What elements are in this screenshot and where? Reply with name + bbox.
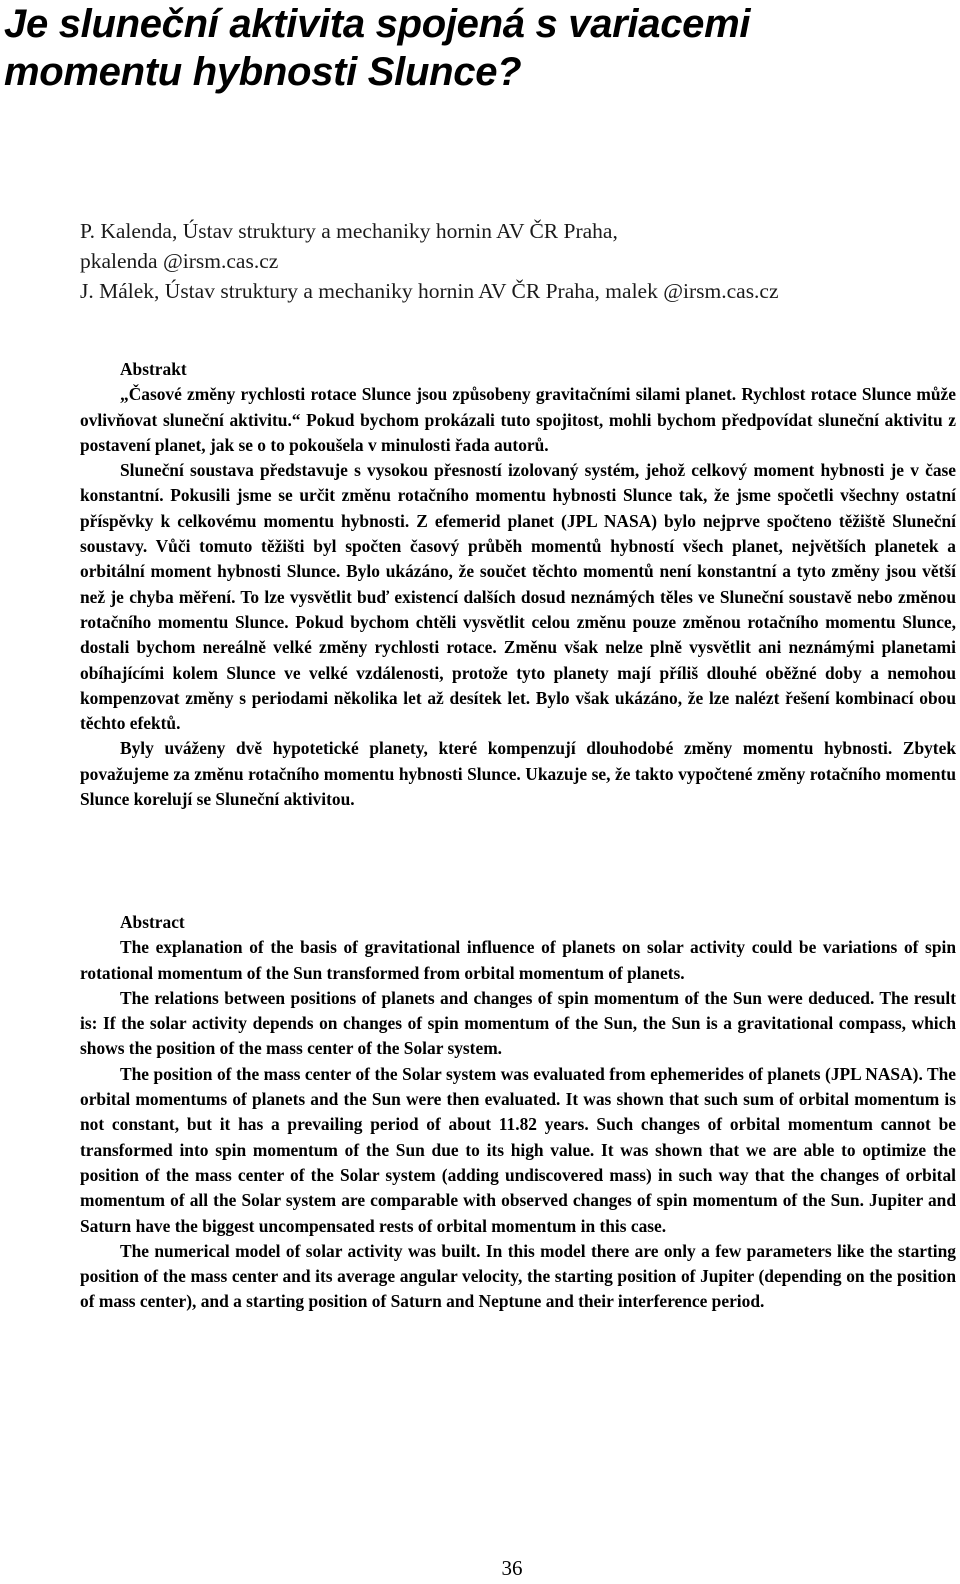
abstrakt-section xyxy=(80,357,956,812)
author-block xyxy=(80,216,950,306)
page-number: 36 xyxy=(501,1556,523,1580)
author-line-2: pkalenda @irsm.cas.cz xyxy=(80,249,279,273)
abstract-paragraph-2: The relations between positions of planets and changes of spin momentum of the Sun were deduced. The result is: If the solar activity depends on changes of spin momentum of the Sun, the Sun is a gravitational compass, which shows the position of the mass center of the Solar system. xyxy=(80,987,956,1059)
author-line-1: P. Kalenda, Ústav struktury a mechaniky hornin AV ČR Praha, xyxy=(80,219,618,243)
abstract-section xyxy=(80,910,956,1315)
abstrakt-paragraph-3: Byly uváženy dvě hypotetické planety, které kompenzují dlouhodobé změny momentu hybnosti. Zbytek považujeme za změnu rotačního momentu hybnosti Slunce. Ukazuje se, že takto vypočtené změny rotačního momentu Slunce korelují se Sluneční aktivitou. xyxy=(80,738,956,810)
author-line-3: J. Málek, Ústav struktury a mechaniky hornin AV ČR Praha, malek @irsm.cas.cz xyxy=(80,279,779,303)
abstract-paragraph-1: The explanation of the basis of gravitational influence of planets on solar activity could be variations of spin rotational momentum of the Sun transformed from orbital momentum of planets. xyxy=(80,937,956,983)
abstrakt-paragraph-2: Sluneční soustava představuje s vysokou přesností izolovaný systém, jehož celkový moment hybnosti je v čase konstantní. Pokusili jsme se určit změnu rotačního momentu hybnosti Slunce tak, že jsme spočetli všechny ostatní příspěvky k celkovému momentu hybnosti. Z efemerid planet (JPL NASA) bylo nejprve spočteno těžiště Sluneční soustavy. Vůči tomuto těžišti byl spočten časový průběh momentů hybností všech planet, největších planetek a orbitální moment hybnosti Slunce. Bylo ukázáno, že součet těchto momentů není konstantní a tyto změny jsou větší než je chyba měření. To lze vysvětlit buď existencí dalších dosud neznámých těles ve Sluneční soustavě nebo změnou rotačního momentu Slunce. Pokud bychom chtěli vysvětlit celou změnu pouze změnou rotačního momentu Slunce, dostali bychom nereálně velké změny rychlosti rotace. Změnu však nelze plně vysvětlit ani neznámými planetami obíhajícími kolem Slunce ve velké vzdálenosti, protože tyto planety mají příliš dlouhé oběžné doby a nemohou kompenzovat změny s periodami několika let až desítek let. Bylo však ukázáno, že lze nalézt řešení kombinací obou těchto efektů. xyxy=(80,460,956,734)
abstrakt-heading: Abstrakt xyxy=(120,359,187,379)
abstrakt-paragraph-1: „Časové změny rychlosti rotace Slunce jsou způsobeny gravitačními silami planet. Rychlost rotace Slunce může ovlivňovat sluneční aktivitu.“ Pokud bychom prokázali tuto spojitost, mohli bychom předpovídat sluneční aktivitu z postavení planet, jak se o to pokoušela v minulosti řada autorů. xyxy=(80,384,956,455)
abstract-heading: Abstract xyxy=(120,912,185,932)
title-line-1: Je sluneční aktivita spojená s variacemi xyxy=(4,2,751,46)
abstract-paragraph-4: The numerical model of solar activity was built. In this model there are only a few parameters like the starting position of the mass center and its average angular velocity, the starting position of Jupiter (depending on the position of mass center), and a starting position of Saturn and Neptune and their interference period. xyxy=(80,1240,956,1312)
title-line-2: momentu hybnosti Slunce? xyxy=(4,50,522,94)
paper-title xyxy=(4,0,954,96)
abstract-paragraph-3: The position of the mass center of the Solar system was evaluated from ephemerides of planets (JPL NASA). The orbital momentums of planets and the Sun were then evaluated. It was shown that such sum of orbital momentum is not constant, but it has a prevailing period of about 11.82 years. Such changes of orbital momentum cannot be transformed into spin momentum of the Sun due to its high value. It was shown that we are able to optimize the position of the mass center of the Solar system (adding undiscovered mass) in such way that the changes of orbital momentum of all the Solar system are comparable with observed changes of spin momentum of the Sun. Jupiter and Saturn have the biggest uncompensated rests of orbital momentum in this case. xyxy=(80,1063,956,1236)
